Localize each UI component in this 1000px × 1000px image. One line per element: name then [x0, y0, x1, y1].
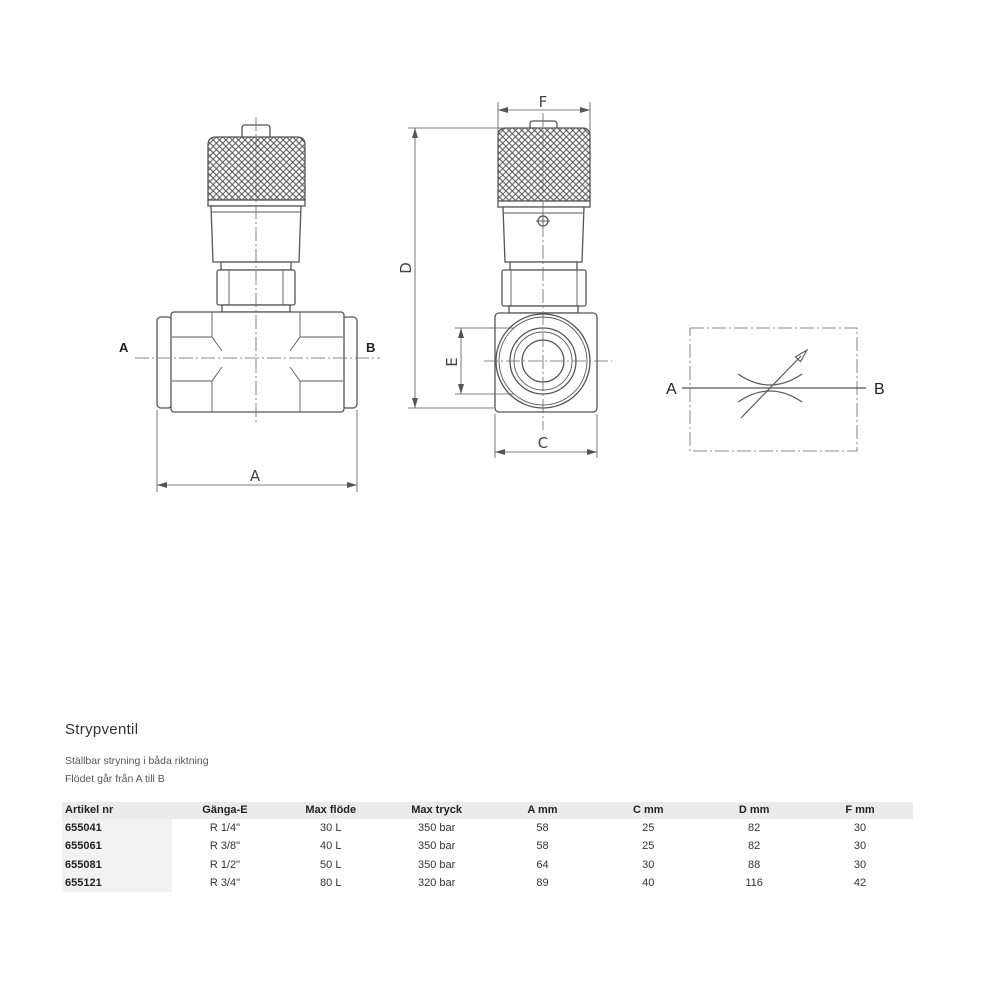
- cell-max-tryck: 350 bar: [417, 840, 456, 853]
- dimension-c-label: C: [537, 434, 549, 452]
- side-nut-top-ring: [510, 262, 577, 270]
- cell-max-tryck: 350 bar: [417, 822, 456, 834]
- symbol-port-label-a: A: [666, 381, 677, 398]
- front-port-label-a: A: [119, 340, 129, 355]
- symbol-restriction-upper-arc: [738, 374, 802, 385]
- throttle-valve-symbol: [666, 328, 885, 451]
- header-ganga-e: Gänga-E: [202, 804, 248, 816]
- cell-f-mm: 30: [853, 822, 867, 834]
- cell-f-mm: 30: [853, 858, 867, 871]
- cell-c-mm: 40: [642, 876, 655, 889]
- product-description: [65, 752, 209, 788]
- cell-c-mm: 25: [642, 840, 655, 853]
- table-row: [62, 819, 913, 837]
- symbol-restriction-lower-arc: [738, 391, 802, 402]
- cell-a-mm: 64: [536, 858, 549, 871]
- side-view: [397, 93, 612, 458]
- symbol-adjust-arrow-line: [741, 356, 801, 418]
- cell-artikel-nr: 655121: [62, 874, 172, 892]
- dimension-a: [157, 410, 357, 492]
- table-row: [62, 856, 913, 874]
- dimension-a-label: A: [249, 467, 261, 485]
- product-title: Strypventil: [65, 721, 139, 738]
- cell-max-tryck: 350 bar: [417, 858, 456, 871]
- cell-ganga-e: R 1/4": [209, 822, 241, 834]
- cell-ganga-e: R 1/2": [209, 858, 241, 871]
- header-max-tryck: Max tryck: [411, 804, 462, 816]
- header-f-mm: F mm: [845, 804, 875, 816]
- table-row: [62, 874, 913, 892]
- dimension-c: [495, 414, 597, 458]
- dimension-e-label: E: [443, 357, 461, 367]
- symbol-port-label-b: B: [874, 381, 885, 398]
- dimension-d-label: D: [397, 262, 415, 274]
- front-port-label-b: B: [366, 340, 376, 355]
- table-row: [62, 837, 913, 855]
- header-c-mm: C mm: [633, 804, 664, 816]
- cell-max-flode: 30 L: [320, 822, 342, 834]
- front-knob-band: [208, 200, 305, 206]
- header-max-flode: Max flöde: [305, 804, 357, 816]
- description-line: Flödet går från A till B: [65, 773, 165, 785]
- cell-ganga-e: R 3/4": [209, 876, 241, 889]
- cell-ganga-e: R 3/8": [209, 840, 241, 853]
- front-valve-body: [171, 312, 344, 412]
- cell-max-flode: 40 L: [320, 840, 342, 853]
- symbol-enclosure: [690, 328, 857, 451]
- cell-c-mm: 30: [642, 858, 655, 871]
- side-bonnet: [503, 207, 584, 262]
- cell-a-mm: 58: [536, 822, 549, 834]
- cell-d-mm: 116: [745, 876, 763, 889]
- side-nut-bottom-ring: [509, 306, 578, 313]
- cell-d-mm: 88: [748, 858, 761, 871]
- cell-a-mm: 89: [536, 876, 549, 889]
- front-view: [119, 117, 380, 492]
- cell-f-mm: 42: [853, 876, 867, 889]
- dimension-f-label: F: [538, 93, 548, 111]
- header-d-mm: D mm: [738, 804, 770, 816]
- cell-max-flode: 50 L: [320, 858, 342, 871]
- front-knurled-knob: [208, 137, 305, 200]
- description-line: Ställbar stryning i båda riktning: [65, 755, 209, 767]
- cell-artikel-nr: 655081: [62, 856, 172, 874]
- cell-artikel-nr: 655041: [62, 819, 172, 837]
- cell-max-flode: 80 L: [320, 876, 342, 889]
- header-a-mm: A mm: [527, 804, 558, 816]
- cell-d-mm: 82: [748, 840, 761, 853]
- side-knob-band: [498, 201, 590, 207]
- header-artikel-nr: Artikel nr: [65, 804, 114, 816]
- side-knurled-knob: [498, 128, 590, 201]
- cell-a-mm: 58: [536, 840, 549, 853]
- cell-c-mm: 25: [642, 822, 655, 834]
- cell-max-tryck: 320 bar: [417, 876, 456, 889]
- table-header-row: [62, 802, 913, 819]
- cell-f-mm: 30: [853, 840, 867, 853]
- cell-d-mm: 82: [748, 822, 761, 834]
- cell-artikel-nr: 655061: [62, 837, 172, 855]
- front-port-collar-left: [157, 317, 172, 408]
- spec-table: [62, 802, 913, 892]
- side-hex-nut: [502, 270, 586, 306]
